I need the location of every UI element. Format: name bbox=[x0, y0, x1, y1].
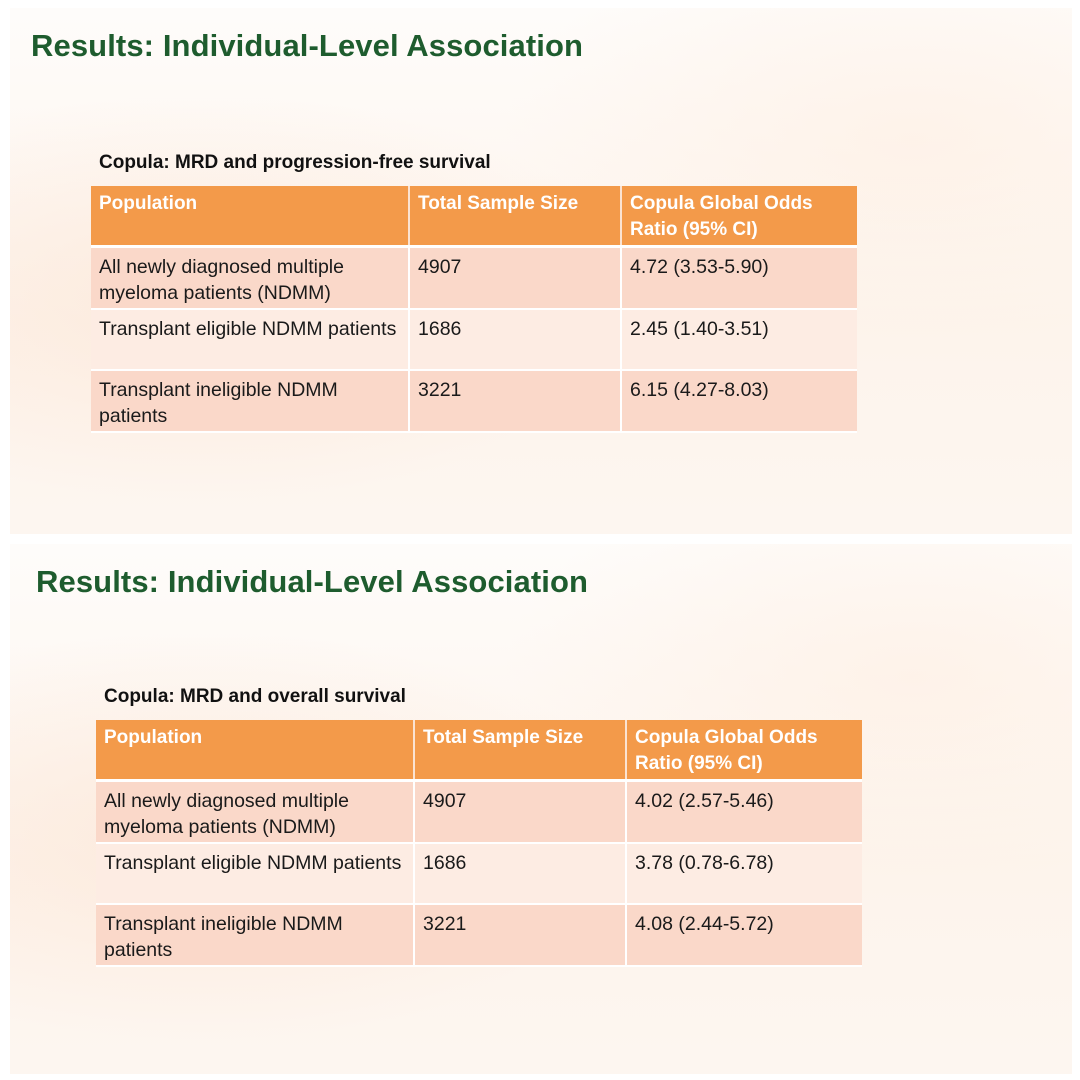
slide-title: Results: Individual-Level Association bbox=[31, 28, 584, 63]
cell-odds-ratio: 3.78 (0.78-6.78) bbox=[626, 843, 862, 904]
table-row bbox=[96, 904, 862, 966]
table-row bbox=[96, 843, 862, 904]
cell-odds-ratio: 4.02 (2.57-5.46) bbox=[626, 781, 862, 844]
table-header-row bbox=[96, 720, 862, 781]
column-header-population: Population bbox=[91, 186, 409, 247]
column-header-sample-size: Total Sample Size bbox=[409, 186, 621, 247]
column-header-odds-ratio: Copula Global Odds Ratio (95% CI) bbox=[621, 186, 857, 247]
cell-population: Transplant ineligible NDMM patients bbox=[91, 370, 409, 432]
table-caption: Copula: MRD and overall survival bbox=[104, 686, 406, 707]
cell-sample-size: 3221 bbox=[409, 370, 621, 432]
table-row bbox=[91, 247, 857, 310]
cell-population: Transplant eligible NDMM patients bbox=[96, 843, 414, 904]
cell-sample-size: 1686 bbox=[409, 309, 621, 370]
slide-overall-survival bbox=[10, 544, 1072, 1074]
cell-sample-size: 4907 bbox=[409, 247, 621, 310]
table-row bbox=[91, 370, 857, 432]
table-row bbox=[91, 309, 857, 370]
cell-odds-ratio: 2.45 (1.40-3.51) bbox=[621, 309, 857, 370]
column-header-odds-ratio: Copula Global Odds Ratio (95% CI) bbox=[626, 720, 862, 781]
cell-sample-size: 4907 bbox=[414, 781, 626, 844]
cell-population: Transplant ineligible NDMM patients bbox=[96, 904, 414, 966]
cell-odds-ratio: 6.15 (4.27-8.03) bbox=[621, 370, 857, 432]
results-table bbox=[96, 720, 862, 967]
cell-population: All newly diagnosed multiple myeloma patients (NDMM) bbox=[91, 247, 409, 310]
column-header-sample-size: Total Sample Size bbox=[414, 720, 626, 781]
cell-sample-size: 1686 bbox=[414, 843, 626, 904]
table-header-row bbox=[91, 186, 857, 247]
cell-population: All newly diagnosed multiple myeloma patients (NDMM) bbox=[96, 781, 414, 844]
column-header-population: Population bbox=[96, 720, 414, 781]
slide-progression-free-survival bbox=[10, 8, 1072, 534]
results-table bbox=[91, 186, 857, 433]
table-caption: Copula: MRD and progression-free survival bbox=[99, 152, 491, 173]
cell-population: Transplant eligible NDMM patients bbox=[91, 309, 409, 370]
cell-sample-size: 3221 bbox=[414, 904, 626, 966]
cell-odds-ratio: 4.72 (3.53-5.90) bbox=[621, 247, 857, 310]
table-row bbox=[96, 781, 862, 844]
slide-title: Results: Individual-Level Association bbox=[36, 564, 589, 599]
cell-odds-ratio: 4.08 (2.44-5.72) bbox=[626, 904, 862, 966]
